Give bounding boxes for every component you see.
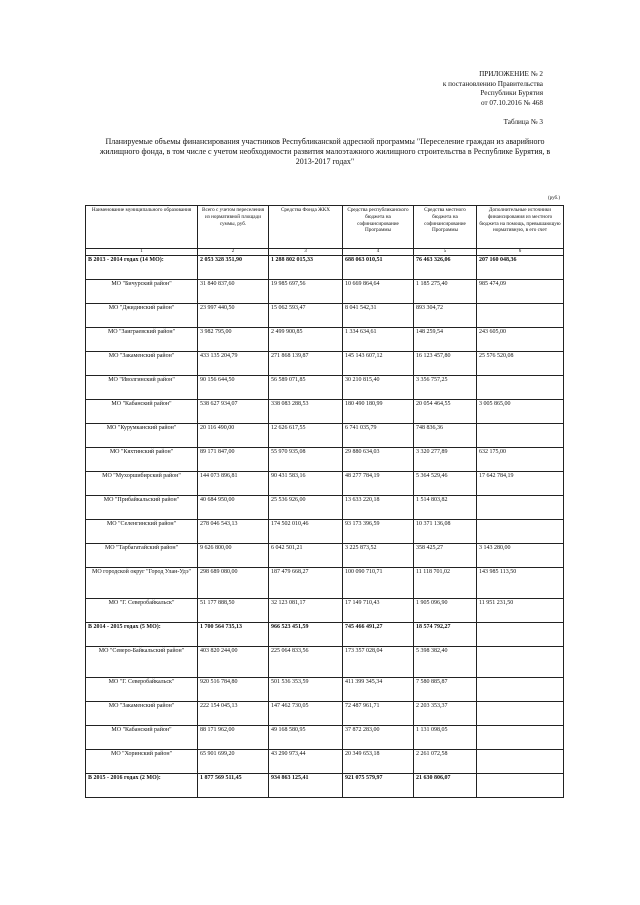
cell-municipality: В 2015 - 2016 годах (2 МО): <box>86 774 198 798</box>
cell-total: 90 156 644,50 <box>198 376 269 400</box>
table-row <box>86 448 564 472</box>
header-republic: Средства республиканского бюджета на софинансирование Программы <box>343 206 414 249</box>
table-row <box>86 599 564 623</box>
cell-republic: 37 872 283,00 <box>343 726 414 750</box>
cell-local: 2 203 353,37 <box>414 702 477 726</box>
cell-local: 3 320 277,89 <box>414 448 477 472</box>
table-row <box>86 304 564 328</box>
cell-fund: 55 970 935,08 <box>269 448 343 472</box>
unit-label: (руб.) <box>548 196 560 201</box>
column-number: 4 <box>343 249 414 256</box>
cell-republic: 3 225 873,52 <box>343 544 414 568</box>
cell-local: 11 118 701,02 <box>414 568 477 599</box>
cell-total: 222 154 045,13 <box>198 702 269 726</box>
table-row <box>86 472 564 496</box>
cell-fund: 271 868 139,87 <box>269 352 343 376</box>
cell-fund: 43 290 973,44 <box>269 750 343 774</box>
cell-municipality: МО "Кяхтинский район" <box>86 448 198 472</box>
cell-extra <box>477 520 564 544</box>
cell-fund: 934 863 125,41 <box>269 774 343 798</box>
cell-municipality: МО городской округ "Город Улан-Удэ" <box>86 568 198 599</box>
cell-republic: 6 741 035,79 <box>343 424 414 448</box>
cell-municipality: МО "Курумканский район" <box>86 424 198 448</box>
cell-fund: 19 985 697,56 <box>269 280 343 304</box>
cell-total: 9 626 800,00 <box>198 544 269 568</box>
cell-local: 20 054 464,55 <box>414 400 477 424</box>
appendix-date: от 07.10.2016 № 468 <box>480 98 543 107</box>
cell-extra <box>477 702 564 726</box>
cell-local: 10 371 136,08 <box>414 520 477 544</box>
appendix-title: ПРИЛОЖЕНИЕ № 2 <box>479 70 543 78</box>
cell-extra <box>477 496 564 520</box>
cell-extra <box>477 774 564 798</box>
cell-extra: 11 951 231,50 <box>477 599 564 623</box>
cell-municipality: МО "Закаменский район" <box>86 702 198 726</box>
cell-municipality: МО "Закаменский район" <box>86 352 198 376</box>
cell-total: 433 135 204,79 <box>198 352 269 376</box>
cell-republic: 72 487 961,71 <box>343 702 414 726</box>
column-number-row <box>86 249 564 256</box>
cell-fund: 225 064 833,56 <box>269 647 343 678</box>
table-row <box>86 352 564 376</box>
cell-republic: 8 041 542,31 <box>343 304 414 328</box>
cell-total: 89 171 847,00 <box>198 448 269 472</box>
cell-fund: 1 288 802 015,33 <box>269 256 343 280</box>
column-number: 5 <box>414 249 477 256</box>
column-number: 3 <box>269 249 343 256</box>
column-number: 2 <box>198 249 269 256</box>
cell-local: 21 630 806,07 <box>414 774 477 798</box>
cell-local: 1 905 096,90 <box>414 599 477 623</box>
table-row <box>86 400 564 424</box>
cell-total: 65 901 699,20 <box>198 750 269 774</box>
cell-extra <box>477 304 564 328</box>
cell-fund: 147 462 730,05 <box>269 702 343 726</box>
cell-municipality: МО "Хоринский район" <box>86 750 198 774</box>
table-row-total <box>86 774 564 798</box>
cell-municipality: МО "Северо-Байкальский район" <box>86 647 198 678</box>
cell-fund: 32 123 081,17 <box>269 599 343 623</box>
cell-extra <box>477 750 564 774</box>
table-row <box>86 328 564 352</box>
appendix-line: к постановлению Правительства <box>442 79 543 88</box>
cell-extra <box>477 424 564 448</box>
cell-total: 51 177 888,50 <box>198 599 269 623</box>
cell-extra: 25 576 520,08 <box>477 352 564 376</box>
cell-municipality: МО "Мухоршибирский район" <box>86 472 198 496</box>
cell-total: 1 877 569 511,45 <box>198 774 269 798</box>
cell-fund: 187 479 668,27 <box>269 568 343 599</box>
table-row <box>86 496 564 520</box>
cell-municipality: МО "Г. Северобайкальск" <box>86 599 198 623</box>
cell-fund: 15 062 593,47 <box>269 304 343 328</box>
cell-republic: 48 277 784,19 <box>343 472 414 496</box>
cell-republic: 411 399 345,34 <box>343 678 414 702</box>
cell-extra: 3 143 280,00 <box>477 544 564 568</box>
table-body <box>86 256 564 798</box>
cell-republic: 921 075 579,97 <box>343 774 414 798</box>
table-row <box>86 424 564 448</box>
cell-local: 358 425,27 <box>414 544 477 568</box>
appendix-line: Республики Бурятия <box>480 89 543 98</box>
cell-republic: 29 880 634,03 <box>343 448 414 472</box>
cell-local: 16 123 457,80 <box>414 352 477 376</box>
header-extra: Дополнительные источники финансирования из местного бюджета на помощь, превышающую нормативную, в его счет <box>477 206 564 249</box>
table-row <box>86 544 564 568</box>
cell-local: 5 398 382,40 <box>414 647 477 678</box>
document-title: Планируемые объемы финансирования участников Республиканской адресной программы "Переселение граждан из аварийного жилищного фонда, в том числе с учетом необходимости развития малоэтажного жилищного строительства в Республике Бурятия, в 2013-2017 годах" <box>99 137 551 167</box>
table-row <box>86 750 564 774</box>
cell-local: 3 356 757,25 <box>414 376 477 400</box>
cell-extra: 985 474,09 <box>477 280 564 304</box>
table-row <box>86 702 564 726</box>
cell-republic: 100 090 710,71 <box>343 568 414 599</box>
cell-total: 88 171 962,00 <box>198 726 269 750</box>
cell-total: 23 997 440,50 <box>198 304 269 328</box>
cell-local: 5 364 529,46 <box>414 472 477 496</box>
cell-total: 278 046 543,13 <box>198 520 269 544</box>
cell-local: 148 259,54 <box>414 328 477 352</box>
cell-fund: 49 168 580,95 <box>269 726 343 750</box>
cell-republic: 688 063 010,51 <box>343 256 414 280</box>
cell-republic: 173 357 028,04 <box>343 647 414 678</box>
cell-local: 1 131 098,05 <box>414 726 477 750</box>
cell-extra: 3 005 865,00 <box>477 400 564 424</box>
cell-fund: 501 536 353,59 <box>269 678 343 702</box>
cell-extra: 207 160 048,36 <box>477 256 564 280</box>
table-row <box>86 568 564 599</box>
table-row-total <box>86 256 564 280</box>
cell-total: 403 820 244,00 <box>198 647 269 678</box>
column-number: 6 <box>477 249 564 256</box>
table-row <box>86 280 564 304</box>
cell-extra <box>477 726 564 750</box>
appendix-block <box>313 70 543 108</box>
table-row <box>86 678 564 702</box>
cell-total: 920 516 784,80 <box>198 678 269 702</box>
header-row <box>86 206 564 249</box>
cell-total: 40 684 950,00 <box>198 496 269 520</box>
cell-total: 144 073 896,81 <box>198 472 269 496</box>
cell-municipality: МО "Тарбагатайский район" <box>86 544 198 568</box>
cell-extra: 632 175,00 <box>477 448 564 472</box>
cell-republic: 30 210 815,40 <box>343 376 414 400</box>
cell-fund: 56 589 071,85 <box>269 376 343 400</box>
cell-republic: 93 173 396,59 <box>343 520 414 544</box>
table-number: Таблица № 3 <box>503 118 543 126</box>
cell-municipality: МО "Заиграевский район" <box>86 328 198 352</box>
cell-municipality: МО "Иволгинский район" <box>86 376 198 400</box>
cell-fund: 2 499 900,85 <box>269 328 343 352</box>
cell-total: 2 053 328 351,90 <box>198 256 269 280</box>
cell-municipality: МО "Кабанский район" <box>86 726 198 750</box>
cell-extra <box>477 623 564 647</box>
table-row <box>86 520 564 544</box>
cell-municipality: В 2013 - 2014 годах (14 МО): <box>86 256 198 280</box>
cell-local: 748 836,36 <box>414 424 477 448</box>
cell-republic: 180 490 180,99 <box>343 400 414 424</box>
cell-local: 7 580 885,87 <box>414 678 477 702</box>
cell-municipality: МО "Г. Северобайкальск" <box>86 678 198 702</box>
table-row <box>86 376 564 400</box>
cell-municipality: МО "Кабанский район" <box>86 400 198 424</box>
cell-republic: 1 334 634,61 <box>343 328 414 352</box>
cell-total: 298 689 080,00 <box>198 568 269 599</box>
cell-local: 1 185 275,40 <box>414 280 477 304</box>
cell-republic: 20 349 653,18 <box>343 750 414 774</box>
cell-municipality: МО "Селенгинский район" <box>86 520 198 544</box>
cell-fund: 966 523 451,59 <box>269 623 343 647</box>
cell-local: 2 261 072,58 <box>414 750 477 774</box>
cell-total: 3 982 795,00 <box>198 328 269 352</box>
table-row <box>86 647 564 678</box>
header-municipality: Наименование муниципального образования <box>86 206 198 249</box>
cell-republic: 13 633 220,18 <box>343 496 414 520</box>
column-number: 1 <box>86 249 198 256</box>
cell-republic: 10 669 864,64 <box>343 280 414 304</box>
cell-municipality: В 2014 - 2015 годах (5 МО): <box>86 623 198 647</box>
cell-municipality: МО "Джидинский район" <box>86 304 198 328</box>
cell-republic: 745 466 491,27 <box>343 623 414 647</box>
cell-republic: 145 143 607,12 <box>343 352 414 376</box>
cell-extra: 243 605,00 <box>477 328 564 352</box>
header-fund: Средства Фонда ЖКХ <box>269 206 343 249</box>
cell-extra <box>477 647 564 678</box>
header-total: Всего с учетом переселения из нормативной площади суммы, руб. <box>198 206 269 249</box>
cell-total: 538 627 934,07 <box>198 400 269 424</box>
cell-local: 18 574 792,27 <box>414 623 477 647</box>
cell-total: 1 700 564 735,13 <box>198 623 269 647</box>
cell-extra <box>477 678 564 702</box>
cell-fund: 338 083 288,53 <box>269 400 343 424</box>
cell-total: 31 840 837,60 <box>198 280 269 304</box>
cell-fund: 174 502 010,46 <box>269 520 343 544</box>
cell-fund: 90 431 583,16 <box>269 472 343 496</box>
cell-local: 893 304,72 <box>414 304 477 328</box>
cell-fund: 12 626 617,55 <box>269 424 343 448</box>
cell-total: 20 116 490,00 <box>198 424 269 448</box>
cell-extra <box>477 376 564 400</box>
cell-municipality: МО "Прибайкальский район" <box>86 496 198 520</box>
cell-republic: 17 149 710,43 <box>343 599 414 623</box>
cell-local: 76 463 326,06 <box>414 256 477 280</box>
cell-fund: 6 042 501,21 <box>269 544 343 568</box>
header-local: Средства местного бюджета на софинансирование Программы <box>414 206 477 249</box>
cell-extra: 143 985 113,50 <box>477 568 564 599</box>
cell-extra: 17 642 784,19 <box>477 472 564 496</box>
table-row-total <box>86 623 564 647</box>
financing-table <box>85 205 564 798</box>
table-row <box>86 726 564 750</box>
cell-local: 1 514 803,82 <box>414 496 477 520</box>
cell-municipality: МО "Бичурский район" <box>86 280 198 304</box>
cell-fund: 25 536 926,00 <box>269 496 343 520</box>
